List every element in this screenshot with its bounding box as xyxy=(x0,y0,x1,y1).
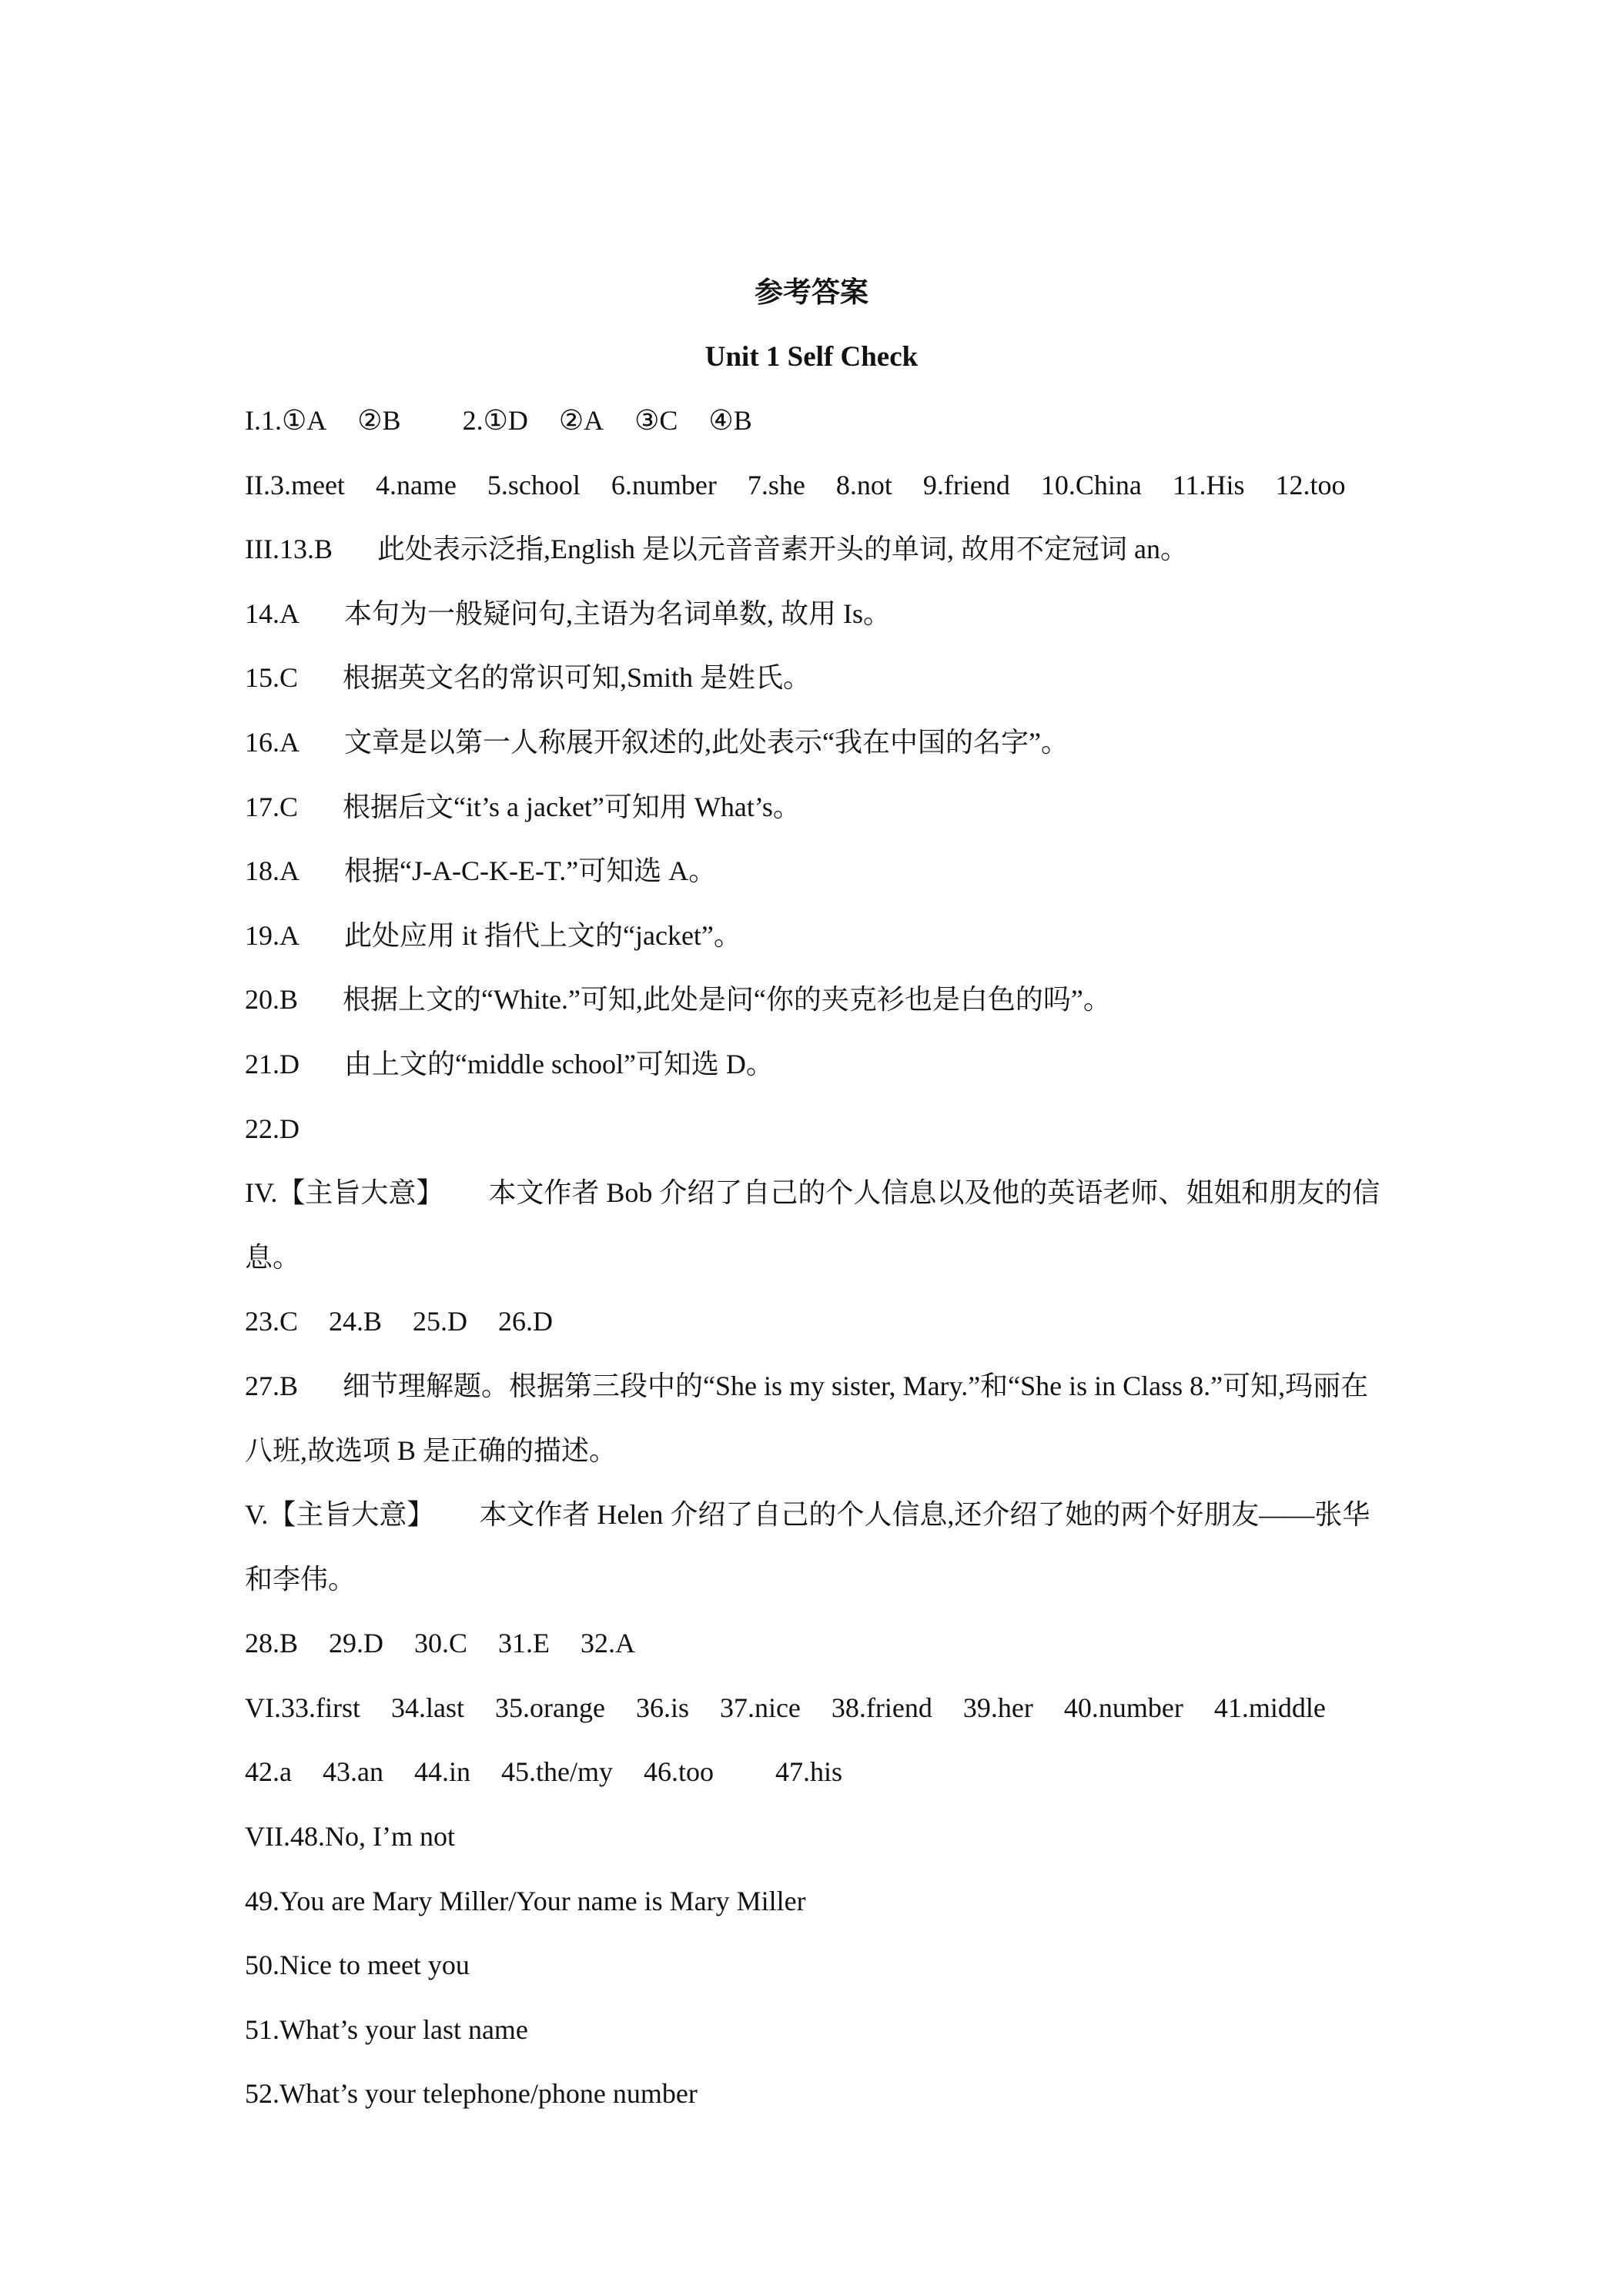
answer-segment: 24.B xyxy=(329,1306,383,1337)
answer-segment: 49.You are Mary Miller/Your name is Mary Miller xyxy=(245,1885,806,1916)
answer-line xyxy=(245,852,1388,917)
answer-line xyxy=(245,2075,1388,2140)
answer-segment: 8.not xyxy=(835,469,892,500)
answer-segment: 16.A xyxy=(245,726,300,758)
answer-line xyxy=(245,402,1388,467)
answer-segment: 32.A xyxy=(581,1628,636,1659)
answer-segment: 2.①D xyxy=(462,405,528,436)
answer-line xyxy=(245,981,1388,1046)
answer-segment: 5.school xyxy=(487,469,581,500)
answer-segment: 根据上文的“White.”可知,此处是问“你的夹克衫也是白色的吗”。 xyxy=(343,984,1111,1016)
answer-segment: 37.nice xyxy=(719,1692,801,1723)
answer-segment: 15.C xyxy=(245,662,299,694)
answer-line xyxy=(245,467,1388,531)
answer-segment: 息。 xyxy=(245,1241,301,1273)
answer-segment: 根据英文名的常识可知,Smith 是姓氏。 xyxy=(343,662,812,694)
answer-segment: 4.name xyxy=(375,469,457,500)
answer-segment: 26.D xyxy=(498,1306,554,1337)
answer-segment: 44.in xyxy=(413,1756,470,1788)
answer-segment: 文章是以第一人称展开叙述的,此处表示“我在中国的名字”。 xyxy=(344,726,1069,758)
answer-segment: 50.Nice to meet you xyxy=(245,1950,470,1981)
page-title: 参考答案 xyxy=(755,277,868,309)
answer-line xyxy=(245,1432,1388,1497)
answer-segment: 29.D xyxy=(329,1628,384,1659)
answer-segment: 根据“J-A-C-K-E-T.”可知选 A。 xyxy=(344,855,717,887)
answer-line xyxy=(245,917,1388,982)
answer-line xyxy=(245,1496,1388,1561)
answer-line xyxy=(245,1174,1388,1239)
answer-segment: 45.the/my xyxy=(500,1756,613,1788)
answer-segment: VII.48.No, I’m not xyxy=(245,1821,455,1853)
answer-segment: 39.her xyxy=(962,1692,1033,1723)
answer-segment: 由上文的“middle school”可知选 D。 xyxy=(344,1048,774,1079)
answer-segment: 36.is xyxy=(635,1692,689,1723)
answer-segment: 细节理解题。根据第三段中的“She is my sister, Mary.”和“She is in Class 8.”可知,玛丽在 xyxy=(343,1370,1369,1401)
answer-segment: 9.friend xyxy=(922,469,1010,500)
unit-title: Unit 1 Self Check xyxy=(704,341,919,373)
answer-segment: 30.C xyxy=(414,1628,468,1659)
answer-segment: 根据后文“it’s a jacket”可知用 What’s。 xyxy=(343,791,801,822)
answer-segment: 46.too xyxy=(643,1756,714,1788)
answer-segment: ④B xyxy=(708,405,752,436)
answer-segment: 42.a xyxy=(245,1756,292,1788)
answer-segment: 41.middle xyxy=(1213,1692,1326,1723)
answer-segment: 23.C xyxy=(245,1306,299,1337)
answer-segment: 18.A xyxy=(245,855,300,887)
answer-segment: 40.number xyxy=(1063,1692,1183,1723)
answer-line xyxy=(245,1561,1388,1625)
answer-line xyxy=(245,724,1388,788)
answer-segment: ②B xyxy=(357,405,401,436)
answer-segment: V.【主旨大意】 xyxy=(245,1499,435,1531)
answer-segment: 28.B xyxy=(245,1628,299,1659)
answer-line xyxy=(245,595,1388,660)
answer-line xyxy=(245,1303,1388,1367)
answer-segment: III.13.B xyxy=(245,534,333,565)
answer-segment: 34.last xyxy=(390,1692,464,1723)
answer-segment: 本文作者 Bob 介绍了自己的个人信息以及他的英语老师、姐姐和朋友的信 xyxy=(488,1177,1380,1209)
answer-segment: 7.she xyxy=(747,469,805,500)
answer-line xyxy=(245,1946,1388,2011)
answer-segment: 20.B xyxy=(245,984,299,1016)
answer-lines xyxy=(245,402,1388,2140)
answer-line xyxy=(245,2011,1388,2076)
answer-line xyxy=(245,1367,1388,1432)
answer-line xyxy=(245,1818,1388,1883)
answer-segment: 25.D xyxy=(413,1306,468,1337)
answer-line xyxy=(245,788,1388,853)
answer-segment: 八班,故选项 B 是正确的描述。 xyxy=(245,1434,617,1466)
answer-segment: 52.What’s your telephone/phone number xyxy=(245,2078,698,2110)
answer-segment: ③C xyxy=(634,405,678,436)
answer-segment: 38.friend xyxy=(831,1692,932,1723)
answer-line xyxy=(245,1625,1388,1689)
answer-segment: VI.33.first xyxy=(245,1692,360,1723)
answer-line xyxy=(245,530,1388,595)
answer-segment: 12.too xyxy=(1275,469,1346,500)
answer-segment: 22.D xyxy=(245,1113,300,1144)
answer-line xyxy=(245,1883,1388,1947)
answer-segment: 此处表示泛指,English 是以元音音素开头的单词, 故用不定冠词 an。 xyxy=(376,534,1188,565)
answer-segment: 本句为一般疑问句,主语为名词单数, 故用 Is。 xyxy=(344,597,891,629)
answer-segment: I.1.①A xyxy=(245,405,327,436)
answer-line xyxy=(245,1753,1388,1818)
answer-segment: 11.His xyxy=(1172,469,1245,500)
answer-segment: 6.number xyxy=(611,469,717,500)
answer-segment: 47.his xyxy=(775,1756,842,1788)
answer-segment: 51.What’s your last name xyxy=(245,2013,528,2045)
answer-line xyxy=(245,1110,1388,1175)
answer-segment: 35.orange xyxy=(494,1692,605,1723)
answer-segment: 本文作者 Helen 介绍了自己的个人信息,还介绍了她的两个好朋友——张华 xyxy=(479,1499,1370,1531)
answer-segment: 27.B xyxy=(245,1370,299,1401)
answer-segment: 31.E xyxy=(498,1628,550,1659)
answer-segment: 21.D xyxy=(245,1048,300,1079)
answer-line xyxy=(245,1689,1388,1754)
answer-line xyxy=(245,1239,1388,1304)
answer-segment: 10.China xyxy=(1040,469,1142,500)
answer-segment: 43.an xyxy=(322,1756,383,1788)
answer-segment: IV.【主旨大意】 xyxy=(245,1177,444,1209)
answer-segment: 14.A xyxy=(245,597,300,629)
answer-segment: 此处应用 it 指代上文的“jacket”。 xyxy=(344,919,741,951)
answer-segment: ②A xyxy=(558,405,604,436)
answer-segment: 和李伟。 xyxy=(245,1563,356,1595)
answer-segment: 19.A xyxy=(245,919,300,951)
answer-line xyxy=(245,659,1388,724)
answer-segment: II.3.meet xyxy=(245,469,345,500)
answer-segment: 17.C xyxy=(245,791,299,822)
answer-line xyxy=(245,1046,1388,1110)
